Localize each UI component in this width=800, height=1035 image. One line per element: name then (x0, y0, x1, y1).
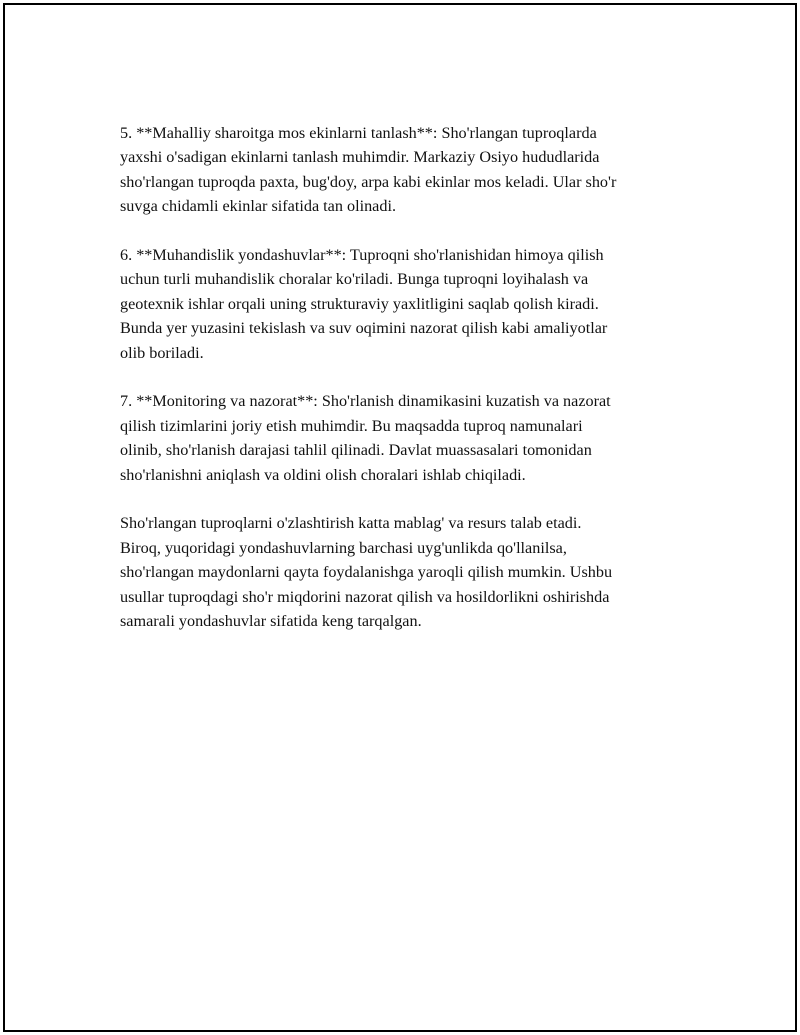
text-line: Biroq, yuqoridagi yondashuvlarning barchasi uyg'unlikda qo'llanilsa, (120, 538, 567, 557)
paragraph-crop-selection (120, 121, 700, 219)
text-line: samarali yondashuvlar sifatida keng tarqalgan. (120, 612, 422, 631)
text-line: Sho'rlangan tuproqlarni o'zlashtirish katta mablag' va resurs talab etadi. (120, 514, 582, 533)
text-line: qilish tizimlarini joriy etish muhimdir. Bu maqsadda tuproq namunalari (120, 416, 583, 435)
text-line: olinib, sho'rlanish darajasi tahlil qilinadi. Davlat muassasalari tomonidan (120, 441, 592, 460)
paragraph-monitoring-control (120, 389, 700, 487)
text-line: suvga chidamli ekinlar sifatida tan olinadi. (120, 197, 397, 216)
text-line: 7. **Monitoring va nazorat**: Sho'rlanish dinamikasini kuzatish va nazorat (120, 392, 611, 411)
text-line: 5. **Mahalliy sharoitga mos ekinlarni tanlash**: Sho'rlangan tuproqlarda (120, 124, 597, 142)
text-line: sho'rlangan maydonlarni qayta foydalanishga yaroqli qilish mumkin. Ushbu (120, 563, 613, 582)
paragraph-engineering-approaches (120, 243, 700, 365)
text-line: olib boriladi. (120, 343, 204, 362)
text-line: uchun turli muhandislik choralar ko'riladi. Bunga tuproqni loyihalash va (120, 270, 589, 289)
text-line: yaxshi o'sadigan ekinlarni tanlash muhimdir. Markaziy Osiyo hududlarida (120, 148, 600, 167)
text-line: sho'rlangan tuproqda paxta, bug'doy, arpa kabi ekinlar mos keladi. Ular sho'r (120, 172, 617, 191)
document-body (120, 121, 700, 658)
document-page (3, 3, 797, 1032)
text-line: usullar tuproqdagi sho'r miqdorini nazorat qilish va hosildorlikni oshirishda (120, 587, 610, 606)
text-line: 6. **Muhandislik yondashuvlar**: Tuproqni sho'rlanishidan himoya qilish (120, 246, 604, 265)
text-line: Bunda yer yuzasini tekislash va suv oqimini nazorat qilish kabi amaliyotlar (120, 319, 608, 338)
text-line: geotexnik ishlar orqali uning strukturaviy yaxlitligini saqlab qolish kiradi. (120, 294, 599, 313)
paragraph-conclusion (120, 511, 700, 633)
text-line: sho'rlanishni aniqlash va oldini olish choralari ishlab chiqiladi. (120, 465, 526, 484)
